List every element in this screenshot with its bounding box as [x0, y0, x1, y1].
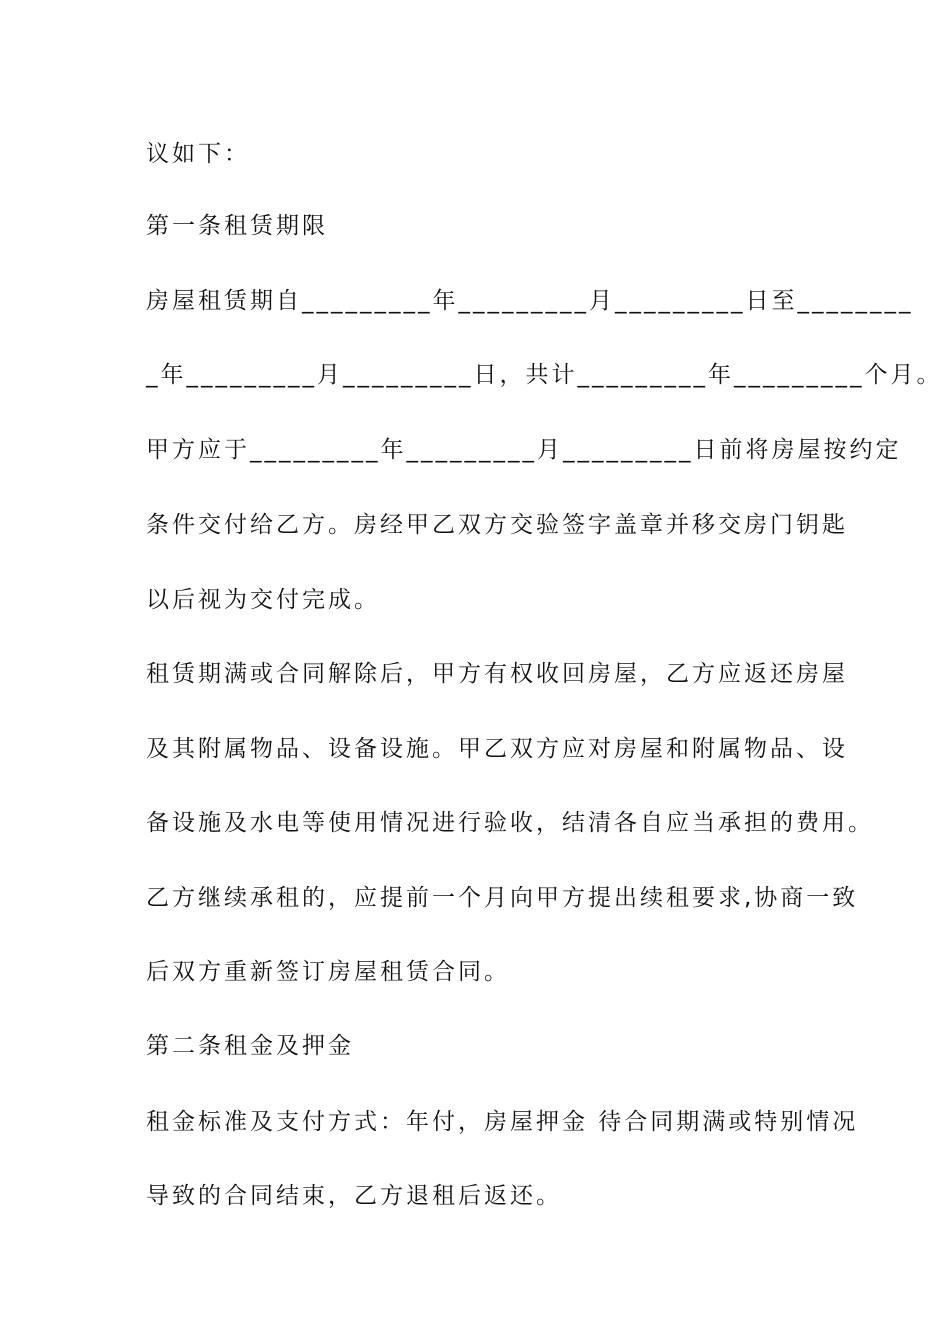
- section-heading: 第二条租金及押金: [146, 1033, 354, 1059]
- paragraph-line: 甲方应于_________年_________月_________日前将房屋按约定: [146, 437, 902, 463]
- paragraph-line: 备设施及水电等使用情况进行验收，结清各自应当承担的费用。: [146, 810, 874, 836]
- section-heading: 第一条租赁期限: [146, 213, 328, 239]
- paragraph-line: 乙方继续承租的，应提前一个月向甲方提出续租要求,协商一致: [146, 885, 859, 911]
- paragraph-line: 后双方重新签订房屋租赁合同。: [146, 959, 510, 985]
- paragraph-line: 租赁期满或合同解除后，甲方有权收回房屋，乙方应返还房屋: [146, 661, 848, 687]
- paragraph-line: 导致的合同结束，乙方退租后返还。: [146, 1183, 562, 1209]
- paragraph-line: _年_________月_________日，共计_________年_________个月。: [146, 362, 943, 388]
- paragraph-line: 房屋租赁期自_________年_________月_________日至________: [146, 288, 914, 314]
- paragraph-line: 租金标准及支付方式：年付，房屋押金 待合同期满或特别情况: [146, 1109, 859, 1135]
- paragraph-line: 条件交付给乙方。房经甲乙双方交验签字盖章并移交房门钥匙: [146, 512, 848, 538]
- paragraph-line: 议如下：: [146, 141, 250, 167]
- paragraph-line: 及其附属物品、设备设施。甲乙双方应对房屋和附属物品、设: [146, 736, 848, 762]
- paragraph-line: 以后视为交付完成。: [146, 587, 380, 613]
